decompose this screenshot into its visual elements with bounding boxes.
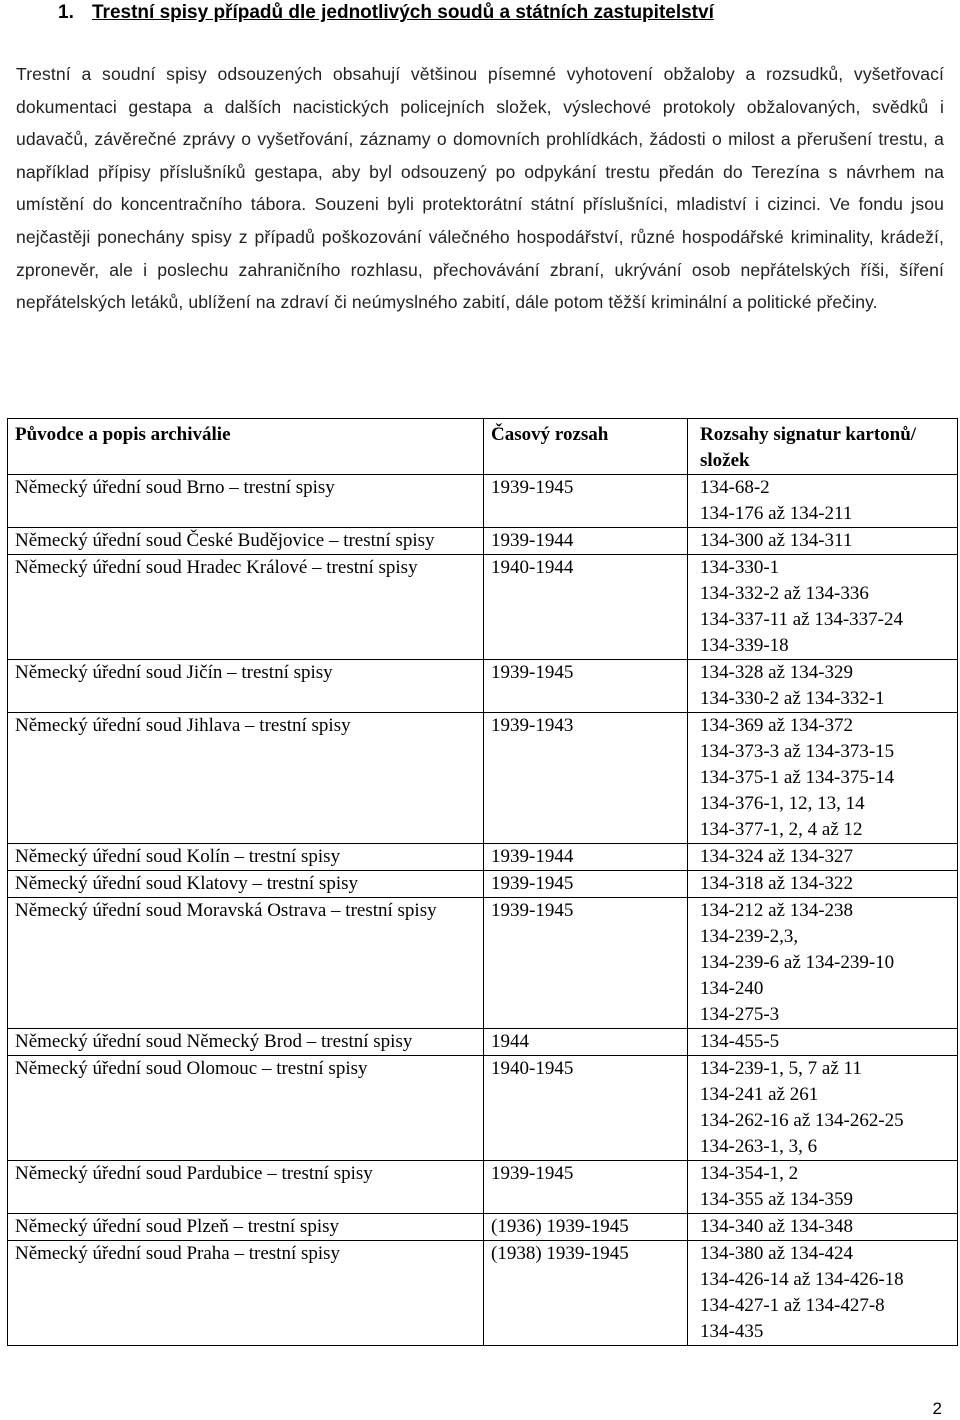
signature-line: 134-455-5 — [700, 1031, 780, 1052]
signature-line: 134-376-1, 12, 13, 14 — [700, 793, 865, 814]
table-row — [8, 1056, 958, 1161]
origin-cell: Německý úřední soud Hradec Králové – trestní spisy — [8, 555, 484, 660]
signature-line: 134-275-3 — [700, 1004, 780, 1025]
range-cell: 1939-1945 — [484, 871, 688, 898]
origin-cell: Německý úřední soud Moravská Ostrava – trestní spisy — [8, 898, 484, 1029]
table-row — [8, 844, 958, 871]
range-cell: 1939-1944 — [484, 844, 688, 871]
origin-cell: Německý úřední soud Pardubice – trestní spisy — [8, 1161, 484, 1214]
intro-paragraph: Trestní a soudní spisy odsouzených obsahují většinou písemné vyhotovení obžaloby a rozsudků, vyšetřovací dokumentaci gestapa a dalších nacistických policejních složek, výslechové protokoly obžalovaných, svědků i udavačů, závěrečné zprávy o vyšetřování, záznamy o domovních prohlídkách, žádosti o milost a přerušení trestu, a například přípisy příslušníků gestapa, aby byl odsouzený po odpykání trestu předán do Terezína s návrhem na umístění do koncentračního tábora. Souzeni byli protektorátní státní příslušníci, mladiství i cizinci. Ve fondu jsou nejčastěji ponechány spisy z případů poškozování válečného hospodářství, různé hospodářské kriminality, krádeží, zpronevěr, ale i poslechu zahraničního rozhlasu, přechovávání zbraní, ukrývání osob nepřátelských říši, šíření nepřátelských letáků, ublížení na zdraví či neúmyslného zabití, dále potom těžší kriminální a politické přečiny. — [16, 64, 944, 313]
signature-line: 134-330-2 až 134-332-1 — [700, 688, 885, 709]
table-row — [8, 555, 958, 660]
signature-line: 134-332-2 až 134-336 — [700, 583, 869, 604]
page-number: 2 — [932, 1399, 942, 1418]
range-cell: (1936) 1939-1945 — [484, 1214, 688, 1241]
signatures-cell — [688, 713, 958, 844]
range-cell: 1939-1943 — [484, 713, 688, 844]
origin-cell: Německý úřední soud Německý Brod – trestní spisy — [8, 1029, 484, 1056]
signatures-cell — [688, 844, 958, 871]
origin-cell: Německý úřední soud Kolín – trestní spisy — [8, 844, 484, 871]
table-row — [8, 660, 958, 713]
table-row — [8, 1214, 958, 1241]
signatures-cell — [688, 528, 958, 555]
table-row — [8, 898, 958, 1029]
origin-cell: Německý úřední soud Praha – trestní spisy — [8, 1241, 484, 1346]
table-row — [8, 713, 958, 844]
signatures-cell — [688, 1029, 958, 1056]
signatures-cell — [688, 555, 958, 660]
table-row — [8, 871, 958, 898]
signatures-cell — [688, 1241, 958, 1346]
table-row — [8, 1241, 958, 1346]
origin-cell: Německý úřední soud Plzeň – trestní spisy — [8, 1214, 484, 1241]
signatures-cell — [688, 1161, 958, 1214]
table-body — [8, 475, 958, 1346]
signature-line: 134-239-6 až 134-239-10 — [700, 952, 895, 973]
signature-line: 134-355 až 134-359 — [700, 1189, 854, 1210]
origin-cell: Německý úřední soud Olomouc – trestní spisy — [8, 1056, 484, 1161]
range-cell: 1939-1944 — [484, 528, 688, 555]
signatures-cell — [688, 1056, 958, 1161]
range-cell: 1939-1945 — [484, 898, 688, 1029]
table-row — [8, 1161, 958, 1214]
signatures-cell — [688, 660, 958, 713]
range-cell: 1939-1945 — [484, 660, 688, 713]
section-title: Trestní spisy případů dle jednotlivých soudů a státních zastupitelství — [92, 2, 714, 23]
archive-table — [7, 418, 958, 1346]
origin-cell: Německý úřední soud České Budějovice – trestní spisy — [8, 528, 484, 555]
header-range: Časový rozsah — [484, 419, 688, 475]
signature-line: 134-241 až 261 — [700, 1084, 819, 1105]
signature-line: 134-262-16 až 134-262-25 — [700, 1110, 904, 1131]
range-cell: 1939-1945 — [484, 475, 688, 528]
signature-line: 134-427-1 až 134-427-8 — [700, 1295, 885, 1316]
signatures-cell — [688, 1214, 958, 1241]
signature-line: 134-369 až 134-372 — [700, 715, 854, 736]
range-cell: 1939-1945 — [484, 1161, 688, 1214]
signature-line: 134-375-1 až 134-375-14 — [700, 767, 895, 788]
signatures-cell — [688, 898, 958, 1029]
signature-line: 134-318 až 134-322 — [700, 873, 854, 894]
header-signatures: Rozsahy signatur kartonů/ složek — [688, 419, 958, 475]
signature-line: 134-212 až 134-238 — [700, 900, 854, 921]
origin-cell: Německý úřední soud Jihlava – trestní spisy — [8, 713, 484, 844]
table-row — [8, 1029, 958, 1056]
signature-line: 134-340 až 134-348 — [700, 1216, 854, 1237]
section-number: 1. — [58, 2, 74, 23]
signature-line: 134-373-3 až 134-373-15 — [700, 741, 895, 762]
table-row — [8, 475, 958, 528]
signatures-cell — [688, 871, 958, 898]
signature-line: 134-263-1, 3, 6 — [700, 1136, 818, 1157]
signature-line: 134-324 až 134-327 — [700, 846, 854, 867]
origin-cell: Německý úřední soud Klatovy – trestní spisy — [8, 871, 484, 898]
signature-line: 134-339-18 — [700, 635, 789, 656]
range-cell: 1944 — [484, 1029, 688, 1056]
origin-cell: Německý úřední soud Brno – trestní spisy — [8, 475, 484, 528]
header-origin: Původce a popis archiválie — [8, 419, 484, 475]
signature-line: 134-377-1, 2, 4 až 12 — [700, 819, 863, 840]
signature-line: 134-176 až 134-211 — [700, 503, 853, 524]
signature-line: 134-239-2,3, — [700, 926, 799, 947]
signature-line: 134-330-1 — [700, 557, 780, 578]
range-cell: 1940-1945 — [484, 1056, 688, 1161]
signature-line: 134-354-1, 2 — [700, 1163, 799, 1184]
signature-line: 134-68-2 — [700, 477, 770, 498]
signature-line: 134-239-1, 5, 7 až 11 — [700, 1058, 862, 1079]
signature-line: 134-337-11 až 134-337-24 — [700, 609, 903, 630]
signature-line: 134-240 — [700, 978, 764, 999]
signature-line: 134-300 až 134-311 — [700, 530, 853, 551]
signature-line: 134-426-14 až 134-426-18 — [700, 1269, 904, 1290]
range-cell: 1940-1944 — [484, 555, 688, 660]
signature-line: 134-380 až 134-424 — [700, 1243, 854, 1264]
signatures-cell — [688, 475, 958, 528]
signature-line: 134-328 až 134-329 — [700, 662, 854, 683]
range-cell: (1938) 1939-1945 — [484, 1241, 688, 1346]
signature-line: 134-435 — [700, 1321, 764, 1342]
table-row — [8, 528, 958, 555]
origin-cell: Německý úřední soud Jičín – trestní spisy — [8, 660, 484, 713]
table-header-row — [8, 419, 958, 475]
